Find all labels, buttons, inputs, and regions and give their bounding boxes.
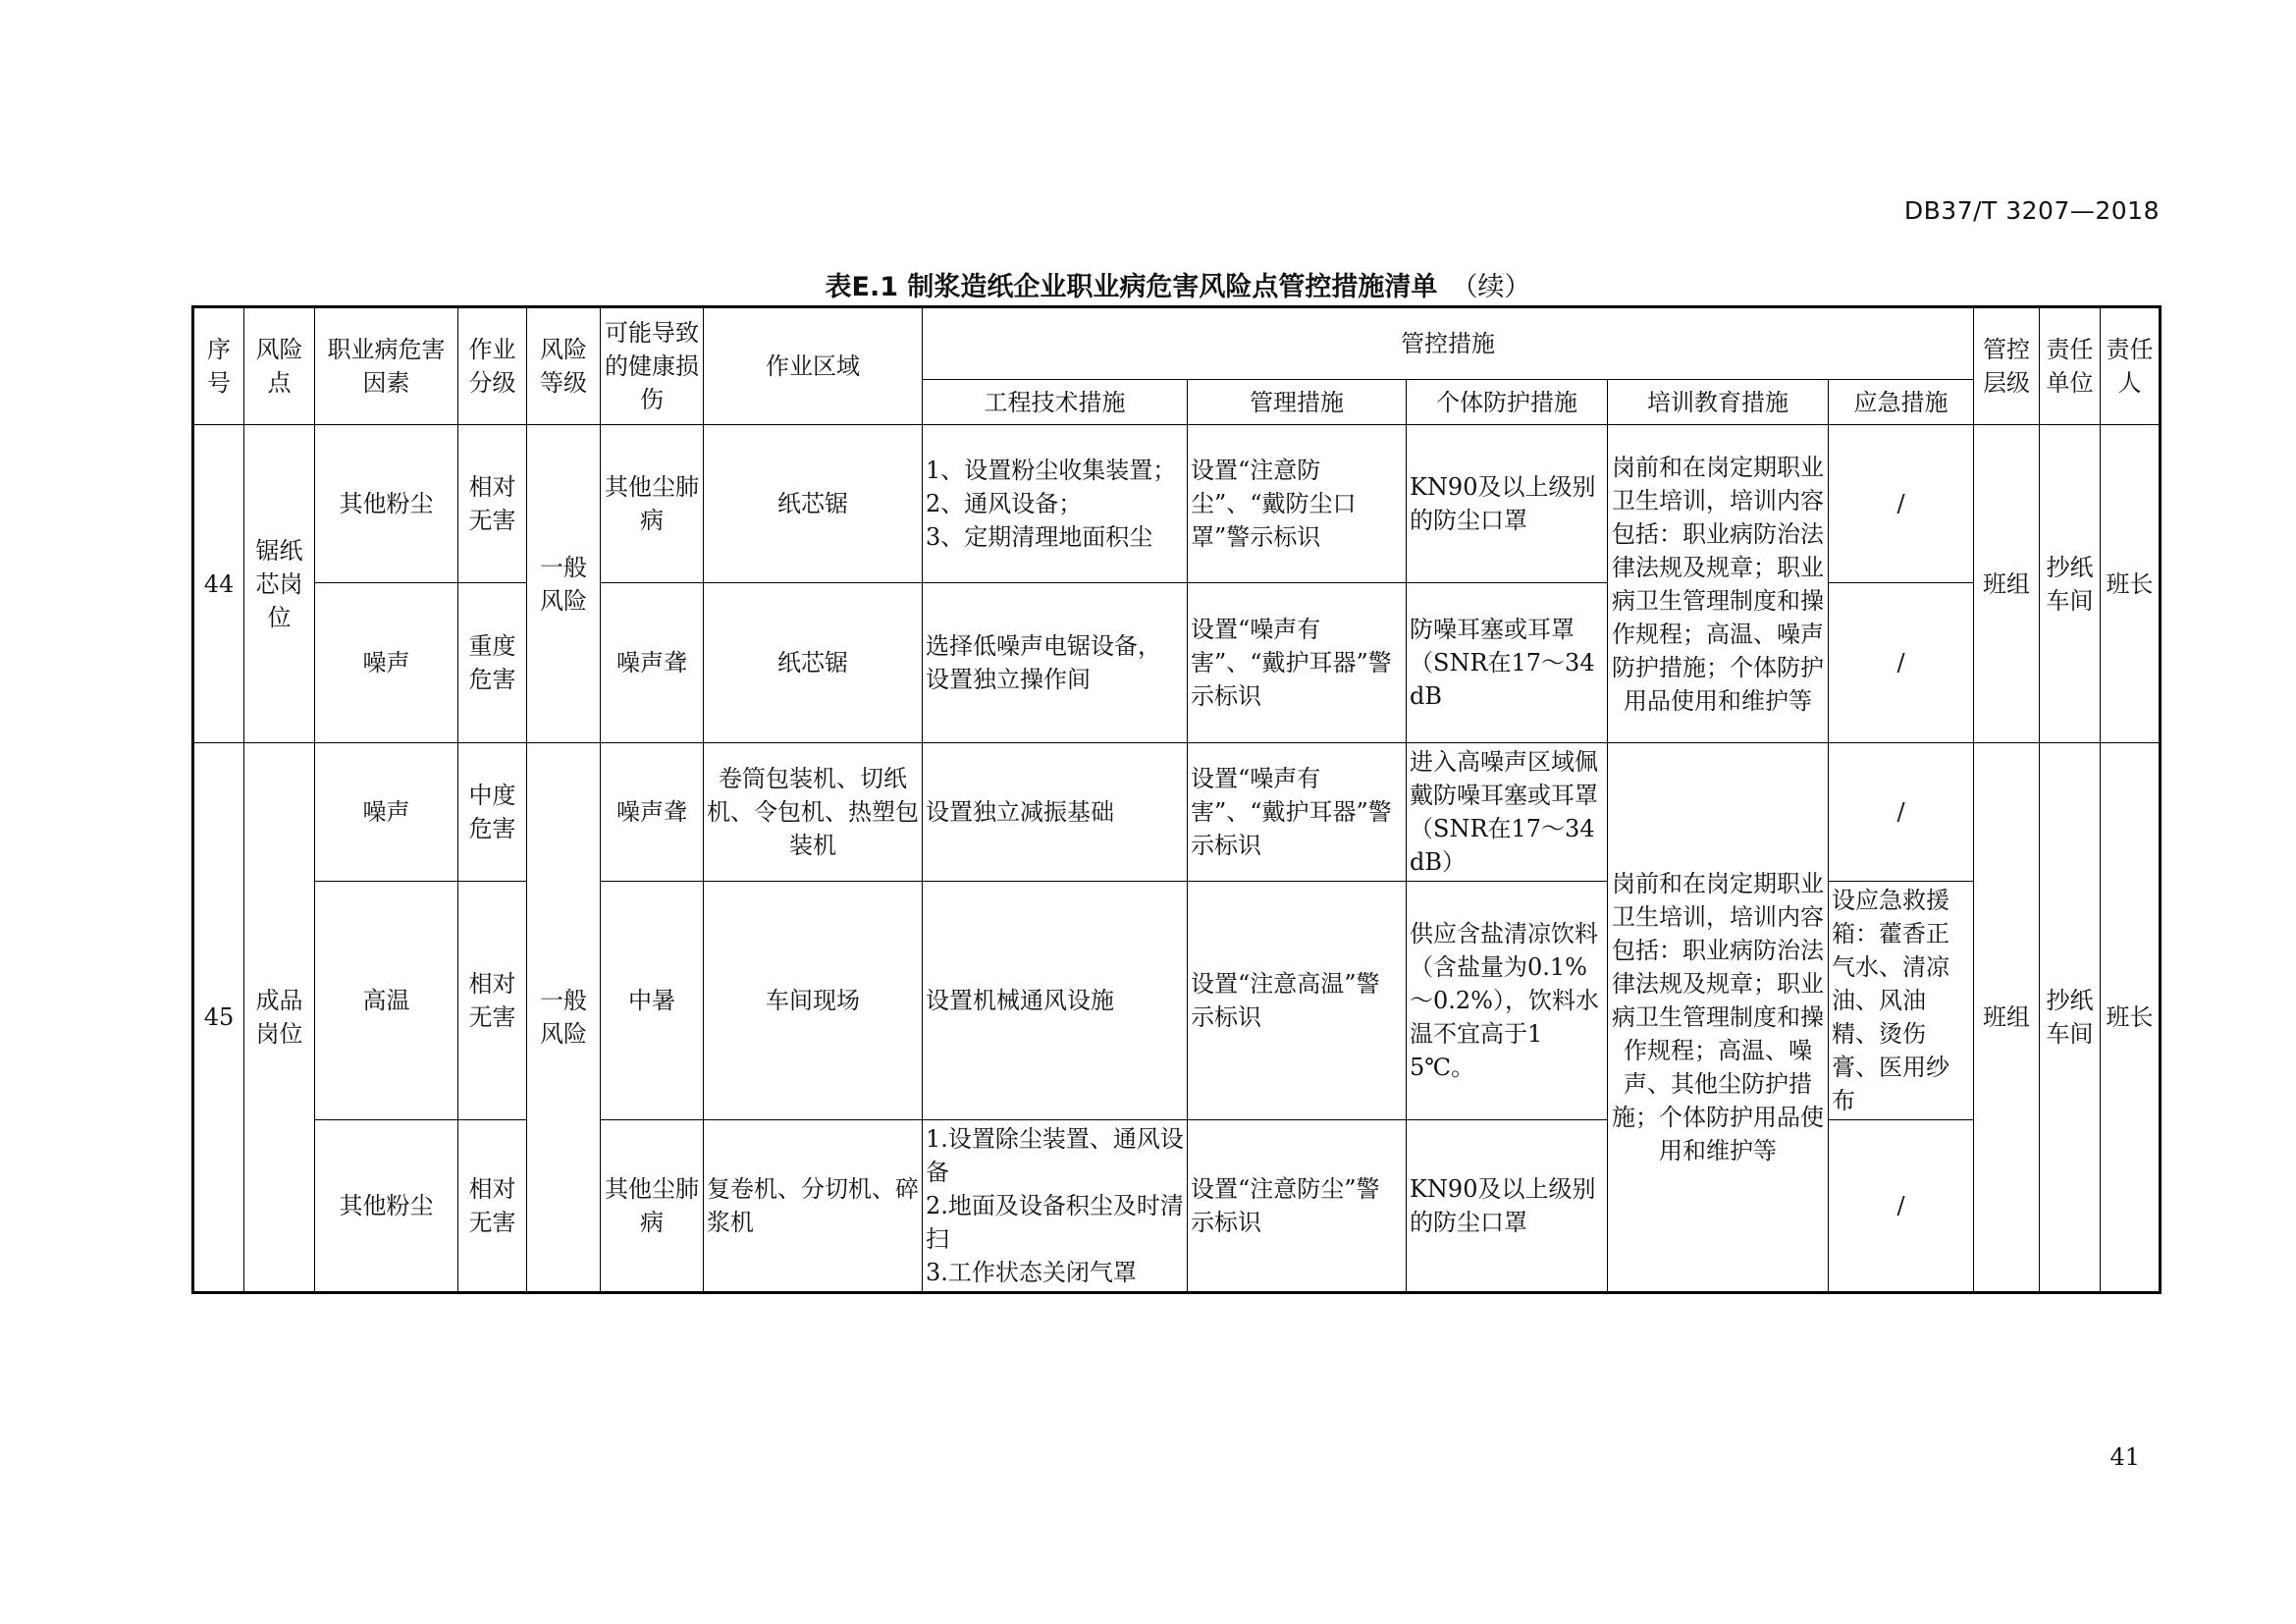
- header-training: 培训教育措施: [1608, 380, 1829, 425]
- header-area: 作业区域: [704, 307, 923, 425]
- work-class-cell: 中度危害: [458, 743, 527, 882]
- header-risk-level: 风险等级: [527, 307, 601, 425]
- eng-cell: [923, 743, 1188, 882]
- mgmt-cell: 设置“噪声有害”、“戴护耳器”警示标识: [1188, 743, 1407, 882]
- area-cell: 卷筒包装机、切纸机、令包机、热塑包装机: [704, 743, 923, 882]
- table-title-continued: （续）: [1451, 272, 1531, 302]
- emergency-cell: 设应急救援箱：藿香正气水、清凉油、风油精、烫伤膏、医用纱布: [1829, 882, 1974, 1120]
- document-code: DB37/T 3207—2018: [1903, 196, 2160, 225]
- training-cell: 岗前和在岗定期职业卫生培训，培训内容包括：职业病防治法律法规及规章；职业病卫生管理制度和操作规程；高温、噪声、其他尘防护措施；个体防护用品使用和维护等: [1608, 743, 1829, 1293]
- work-class-cell: 相对无害: [458, 882, 527, 1120]
- table-title-main: 表E.1 制浆造纸企业职业病危害风险点管控措施清单: [825, 272, 1438, 302]
- eng-line: 1、设置粉尘收集装置；: [926, 457, 1177, 484]
- hazard-cell: 噪声: [315, 583, 458, 743]
- eng-cell: [923, 425, 1188, 583]
- mgmt-cell: 设置“注意防尘”警示标识: [1188, 1120, 1407, 1293]
- seq-cell: 44: [193, 425, 244, 743]
- header-seq: 序号: [193, 307, 244, 425]
- ppe-cell: 进入高噪声区域佩戴防噪耳塞或耳罩（SNR在17～34dB）: [1407, 743, 1608, 882]
- eng-cell: [923, 583, 1188, 743]
- table-row: [193, 743, 2161, 882]
- header-risk-point: 风险点: [244, 307, 315, 425]
- header-mgmt: 管理措施: [1188, 380, 1407, 425]
- area-cell: 复卷机、分切机、碎浆机: [704, 1120, 923, 1293]
- control-level-cell: 班组: [1974, 743, 2040, 1293]
- risk-level-cell: 一般风险: [527, 743, 601, 1293]
- table-row: [193, 882, 2161, 1120]
- eng-line: 3.工作状态关闭气罩: [926, 1259, 1137, 1286]
- emergency-cell: /: [1829, 425, 1974, 583]
- header-hazard: 职业病危害因素: [315, 307, 458, 425]
- person-cell: 班长: [2101, 743, 2161, 1293]
- health-cell: 其他尘肺病: [601, 1120, 704, 1293]
- work-class-cell: 重度危害: [458, 583, 527, 743]
- eng-line: 2、通风设备；: [926, 490, 1083, 517]
- control-level-cell: 班组: [1974, 425, 2040, 743]
- mgmt-cell: 设置“注意高温”警示标识: [1188, 882, 1407, 1120]
- ppe-cell: 防噪耳塞或耳罩（SNR在17～34dB: [1407, 583, 1608, 743]
- emergency-cell: /: [1829, 743, 1974, 882]
- risk-point-cell: 成品岗位: [244, 743, 315, 1293]
- risk-level-cell: 一般风险: [527, 425, 601, 743]
- area-cell: 纸芯锯: [704, 425, 923, 583]
- hazard-cell: 噪声: [315, 743, 458, 882]
- hazard-cell: 其他粉尘: [315, 1120, 458, 1293]
- eng-line: 3、定期清理地面积尘: [926, 523, 1153, 551]
- health-cell: 噪声聋: [601, 743, 704, 882]
- header-ppe: 个体防护措施: [1407, 380, 1608, 425]
- health-cell: 中暑: [601, 882, 704, 1120]
- table-row: [193, 1120, 2161, 1293]
- header-unit: 责任单位: [2040, 307, 2101, 425]
- table-row: [193, 425, 2161, 583]
- header-control-level: 管控层级: [1974, 307, 2040, 425]
- seq-cell: 45: [193, 743, 244, 1293]
- table-title: [191, 265, 2164, 303]
- area-cell: 车间现场: [704, 882, 923, 1120]
- ppe-cell: KN90及以上级别的防尘口罩: [1407, 425, 1608, 583]
- eng-line: 2.地面及设备积尘及时清扫: [926, 1192, 1184, 1253]
- risk-control-table: [191, 305, 2162, 1294]
- emergency-cell: /: [1829, 583, 1974, 743]
- unit-cell: 抄纸车间: [2040, 743, 2101, 1293]
- eng-line: 设置独立减振基础: [926, 798, 1114, 826]
- eng-line: 选择低噪声电锯设备，设置独立操作间: [926, 632, 1161, 693]
- mgmt-cell: 设置“注意防尘”、“戴防尘口罩”警示标识: [1188, 425, 1407, 583]
- eng-cell: [923, 882, 1188, 1120]
- ppe-cell: 供应含盐清凉饮料（含盐量为0.1%～0.2%），饮料水温不宜高于15℃。: [1407, 882, 1608, 1120]
- unit-cell: 抄纸车间: [2040, 425, 2101, 743]
- health-cell: 其他尘肺病: [601, 425, 704, 583]
- page-number: 41: [2109, 1443, 2140, 1471]
- work-class-cell: 相对无害: [458, 1120, 527, 1293]
- mgmt-cell: 设置“噪声有害”、“戴护耳器”警示标识: [1188, 583, 1407, 743]
- ppe-cell: KN90及以上级别的防尘口罩: [1407, 1120, 1608, 1293]
- eng-cell: [923, 1120, 1188, 1293]
- table-header-row: [193, 307, 2161, 380]
- eng-line: 1.设置除尘装置、通风设备: [926, 1125, 1184, 1186]
- header-emergency: 应急措施: [1829, 380, 1974, 425]
- health-cell: 噪声聋: [601, 583, 704, 743]
- header-measures: 管控措施: [923, 307, 1974, 380]
- emergency-cell: /: [1829, 1120, 1974, 1293]
- eng-line: 设置机械通风设施: [926, 987, 1114, 1014]
- person-cell: 班长: [2101, 425, 2161, 743]
- hazard-cell: 其他粉尘: [315, 425, 458, 583]
- header-person: 责任人: [2101, 307, 2161, 425]
- header-work-class: 作业分级: [458, 307, 527, 425]
- header-health: 可能导致的健康损伤: [601, 307, 704, 425]
- area-cell: 纸芯锯: [704, 583, 923, 743]
- risk-point-cell: 锯纸芯岗位: [244, 425, 315, 743]
- work-class-cell: 相对无害: [458, 425, 527, 583]
- hazard-cell: 高温: [315, 882, 458, 1120]
- table-row: [193, 583, 2161, 743]
- header-eng: 工程技术措施: [923, 380, 1188, 425]
- training-cell: 岗前和在岗定期职业卫生培训，培训内容包括：职业病防治法律法规及规章；职业病卫生管理制度和操作规程；高温、噪声防护措施；个体防护用品使用和维护等: [1608, 425, 1829, 743]
